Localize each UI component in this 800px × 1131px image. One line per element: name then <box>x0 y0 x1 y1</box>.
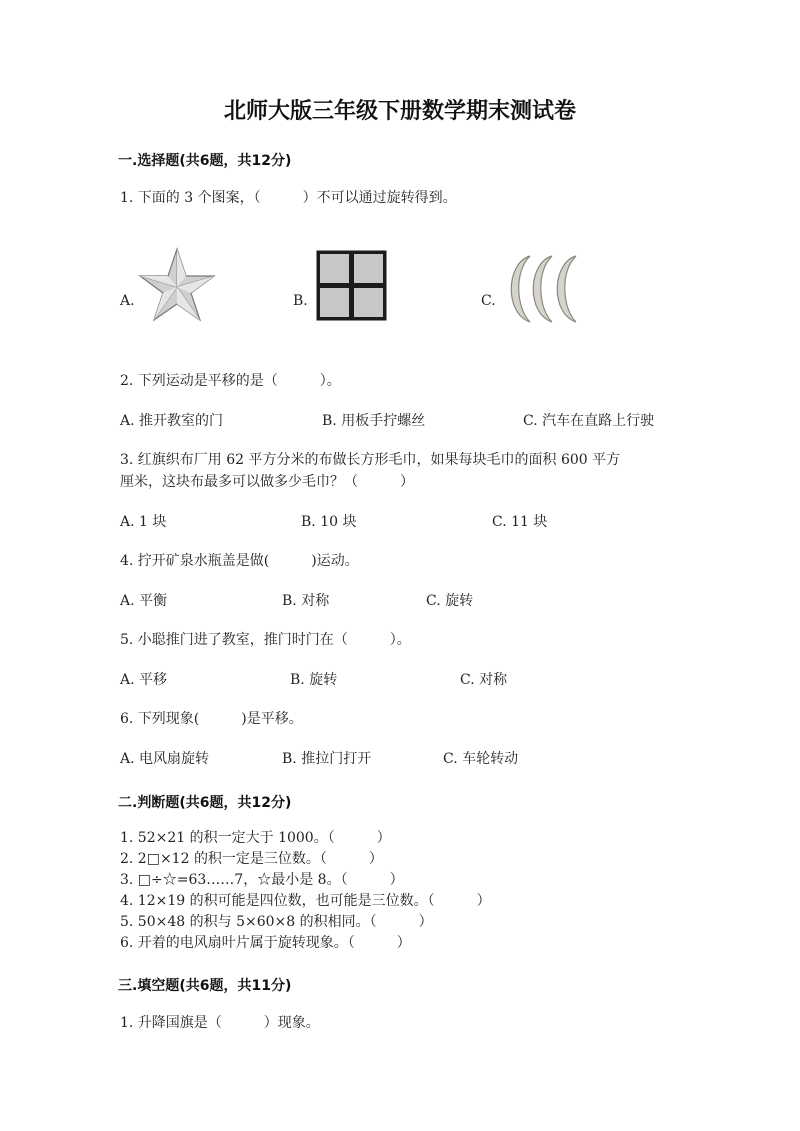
fill-1: 1. 升降国旗是（ ）现象。 <box>120 1015 320 1031</box>
section-heading-choice: 一.选择题(共6题，共12分) <box>118 153 292 169</box>
judge-5: 5. 50×48 的积与 5×60×8 的积相同。（ ） <box>120 914 433 930</box>
option-1a: A. <box>120 293 135 309</box>
option-2b: B. 用板手拧螺丝 <box>322 413 426 429</box>
option-6b: B. 推拉门打开 <box>282 751 372 767</box>
option-3c: C. 11 块 <box>492 514 548 530</box>
question-3-line2: 厘米，这块布最多可以做多少毛巾？（ ） <box>120 474 414 490</box>
judge-2: 2. 2□×12 的积一定是三位数。（ ） <box>120 851 383 867</box>
question-5: 5. 小聪推门进了教室，推门时门在（ ）。 <box>120 632 411 648</box>
option-6c: C. 车轮转动 <box>443 751 519 767</box>
star-icon <box>138 247 216 323</box>
option-5a: A. 平移 <box>120 672 168 688</box>
question-6: 6. 下列现象( )是平移。 <box>120 711 303 727</box>
section-heading-fill: 三.填空题(共6题，共11分) <box>118 978 292 994</box>
question-2: 2. 下列运动是平移的是（ ）。 <box>120 373 341 389</box>
option-3a: A. 1 块 <box>120 514 167 530</box>
option-4b: B. 对称 <box>282 593 330 609</box>
grid-square-icon <box>315 249 388 322</box>
question-4: 4. 拧开矿泉水瓶盖是做( )运动。 <box>120 553 359 569</box>
section-heading-judge: 二.判断题(共6题，共12分) <box>118 795 292 811</box>
judge-4: 4. 12×19 的积可能是四位数，也可能是三位数。（ ） <box>120 893 491 909</box>
judge-1: 1. 52×21 的积一定大于 1000。（ ） <box>120 830 391 846</box>
option-2a: A. 推开教室的门 <box>120 413 224 429</box>
question-1: 1. 下面的 3 个图案，（ ）不可以通过旋转得到。 <box>120 190 457 206</box>
page-title: 北师大版三年级下册数学期末测试卷 <box>223 99 576 124</box>
option-4a: A. 平衡 <box>120 593 168 609</box>
option-1b: B. <box>293 293 308 309</box>
option-1c: C. <box>481 293 496 309</box>
option-6a: A. 电风扇旋转 <box>120 751 210 767</box>
option-4c: C. 旋转 <box>426 593 474 609</box>
option-5b: B. 旋转 <box>290 672 338 688</box>
judge-6: 6. 开着的电风扇叶片属于旋转现象。（ ） <box>120 935 411 951</box>
option-5c: C. 对称 <box>460 672 508 688</box>
judge-3: 3. □÷☆=63……7，☆最小是 8。（ ） <box>120 872 404 888</box>
option-2c: C. 汽车在直路上行驶 <box>523 413 655 429</box>
option-3b: B. 10 块 <box>301 514 357 530</box>
question-3-line1: 3. 红旗织布厂用 62 平方分米的布做长方形毛巾，如果每块毛巾的面积 600 平方 <box>120 452 621 468</box>
crescents-icon <box>500 253 584 325</box>
